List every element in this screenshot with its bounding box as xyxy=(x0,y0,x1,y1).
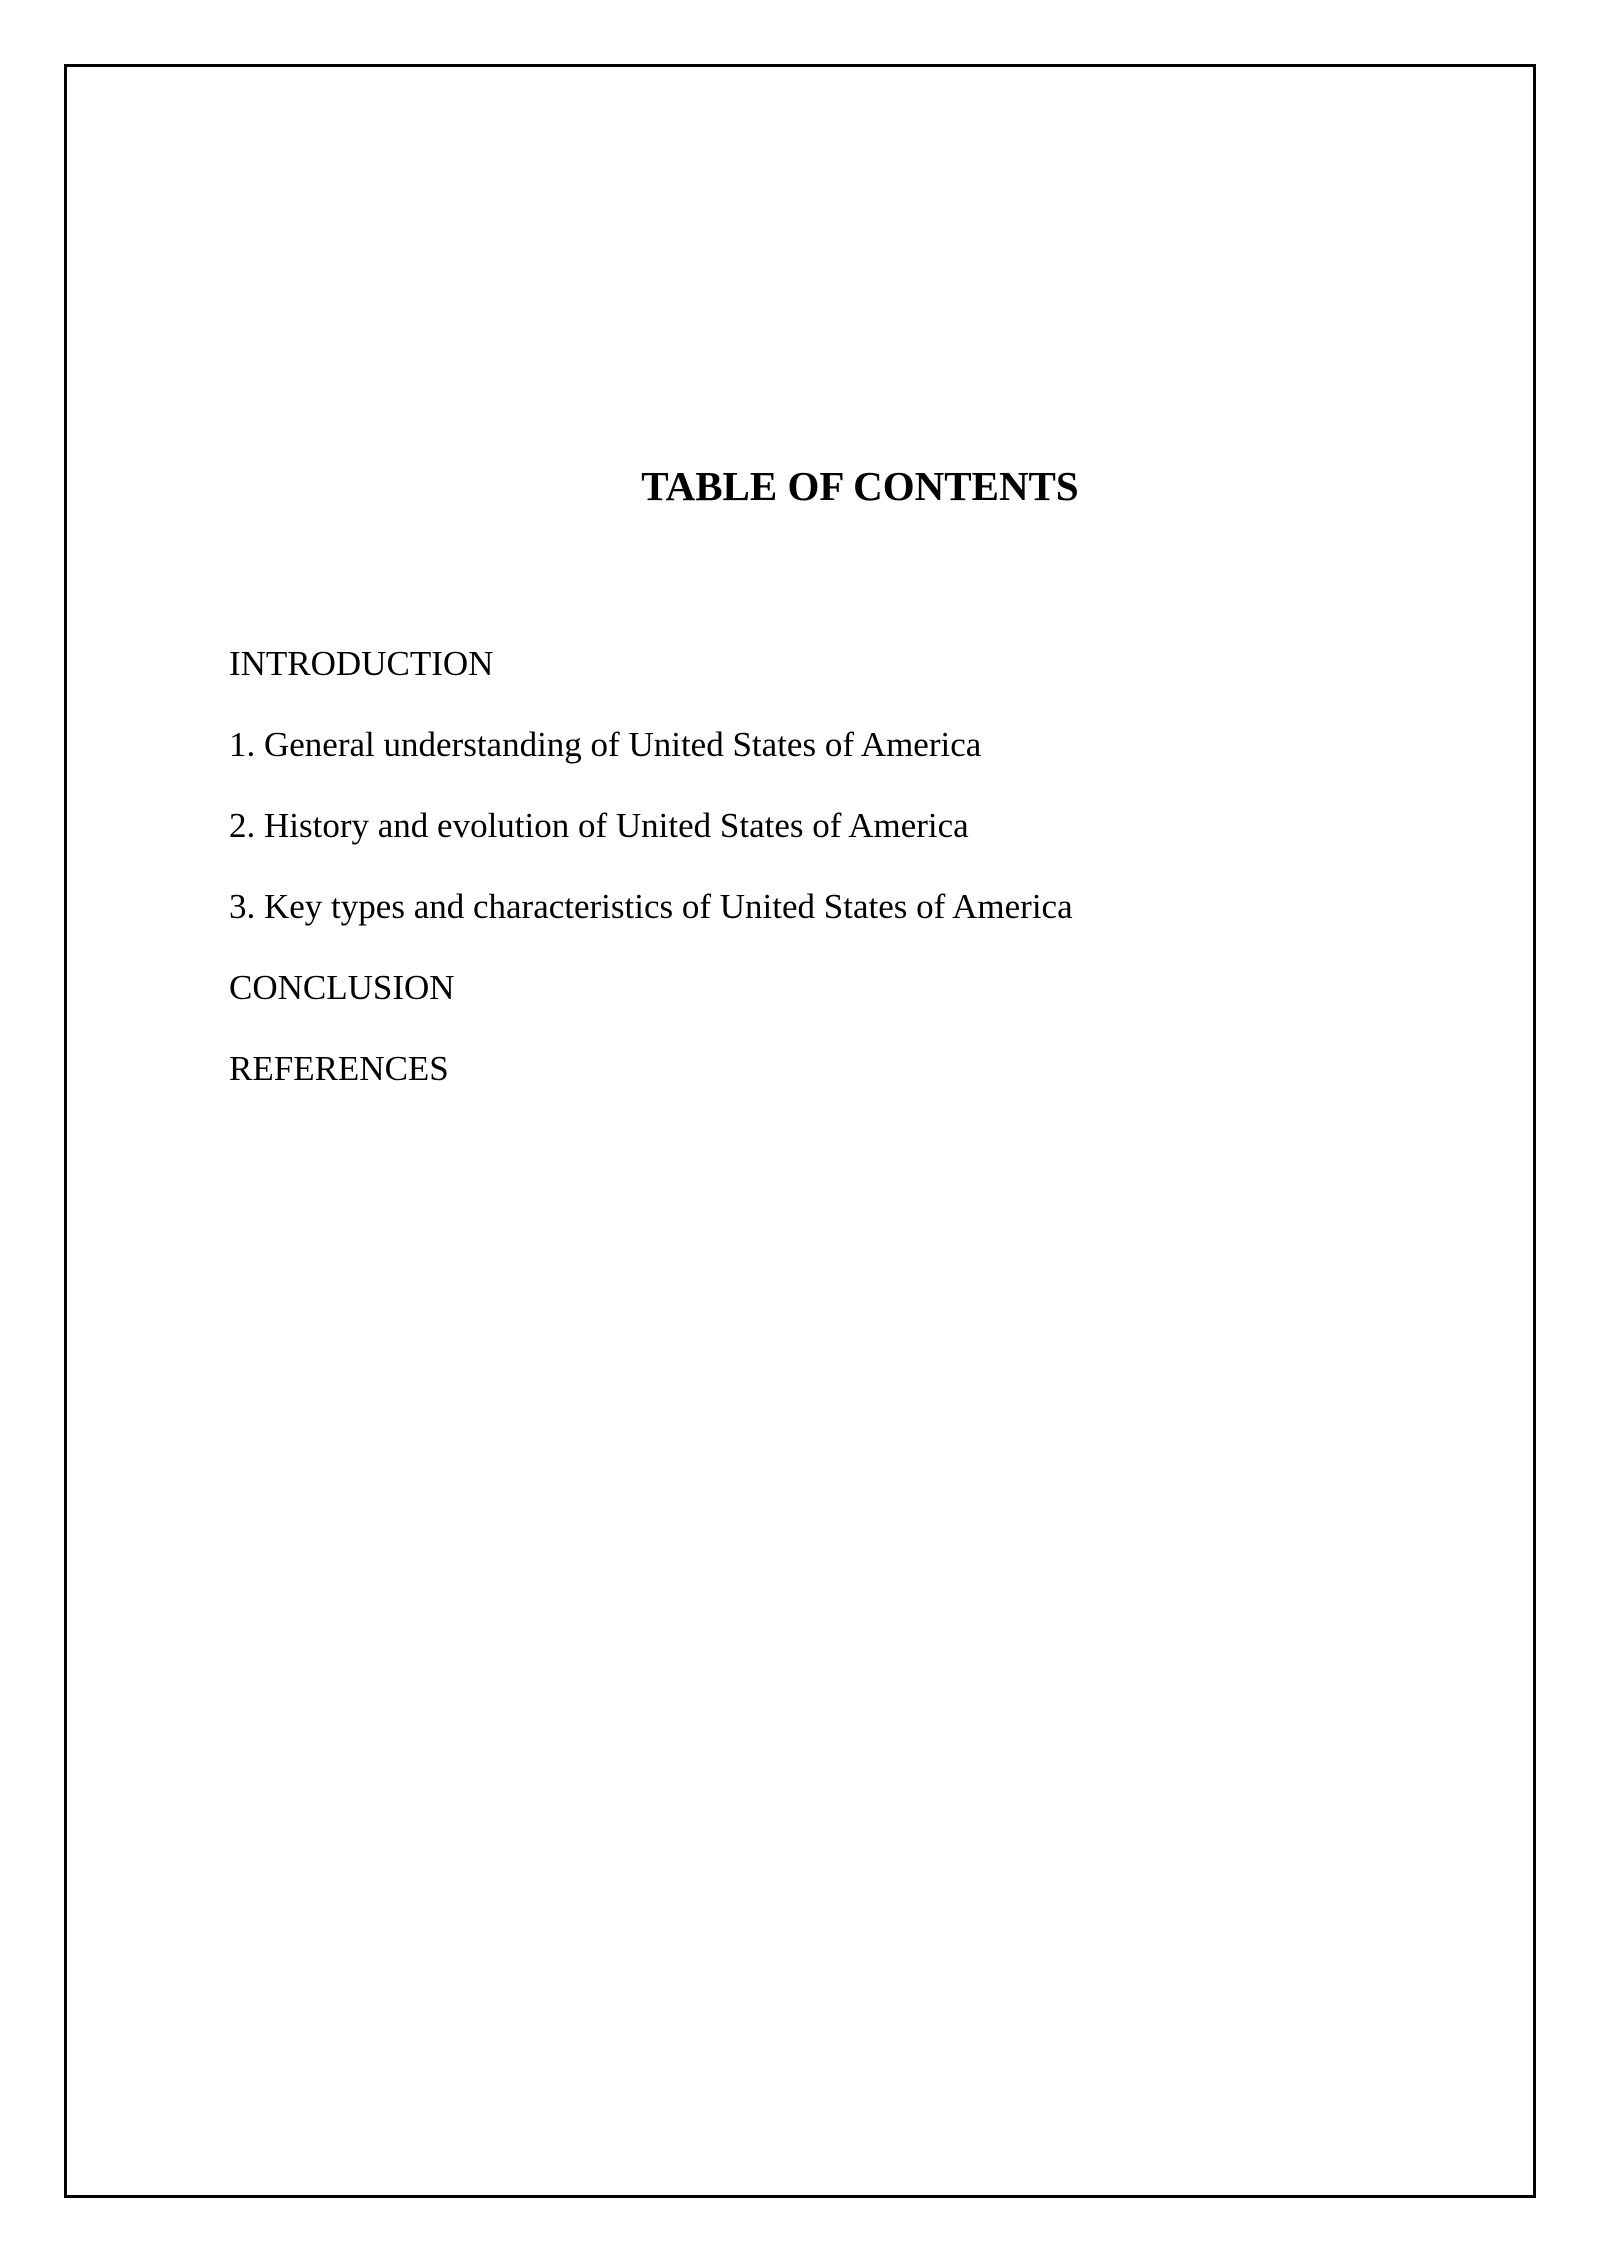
toc-entry-conclusion: CONCLUSION xyxy=(229,968,455,1007)
toc-entry-history-evolution: 2. History and evolution of United States of America xyxy=(229,806,969,845)
toc-list xyxy=(229,640,1073,1126)
toc-entry-introduction: INTRODUCTION xyxy=(229,644,494,683)
toc-entry-references: REFERENCES xyxy=(229,1049,449,1088)
toc-title: TABLE OF CONTENTS xyxy=(641,463,1079,509)
toc-entry-key-types: 3. Key types and characteristics of United States of America xyxy=(229,887,1073,926)
page-border xyxy=(64,64,1536,2198)
toc-entry-general-understanding: 1. General understanding of United States of America xyxy=(229,725,982,764)
